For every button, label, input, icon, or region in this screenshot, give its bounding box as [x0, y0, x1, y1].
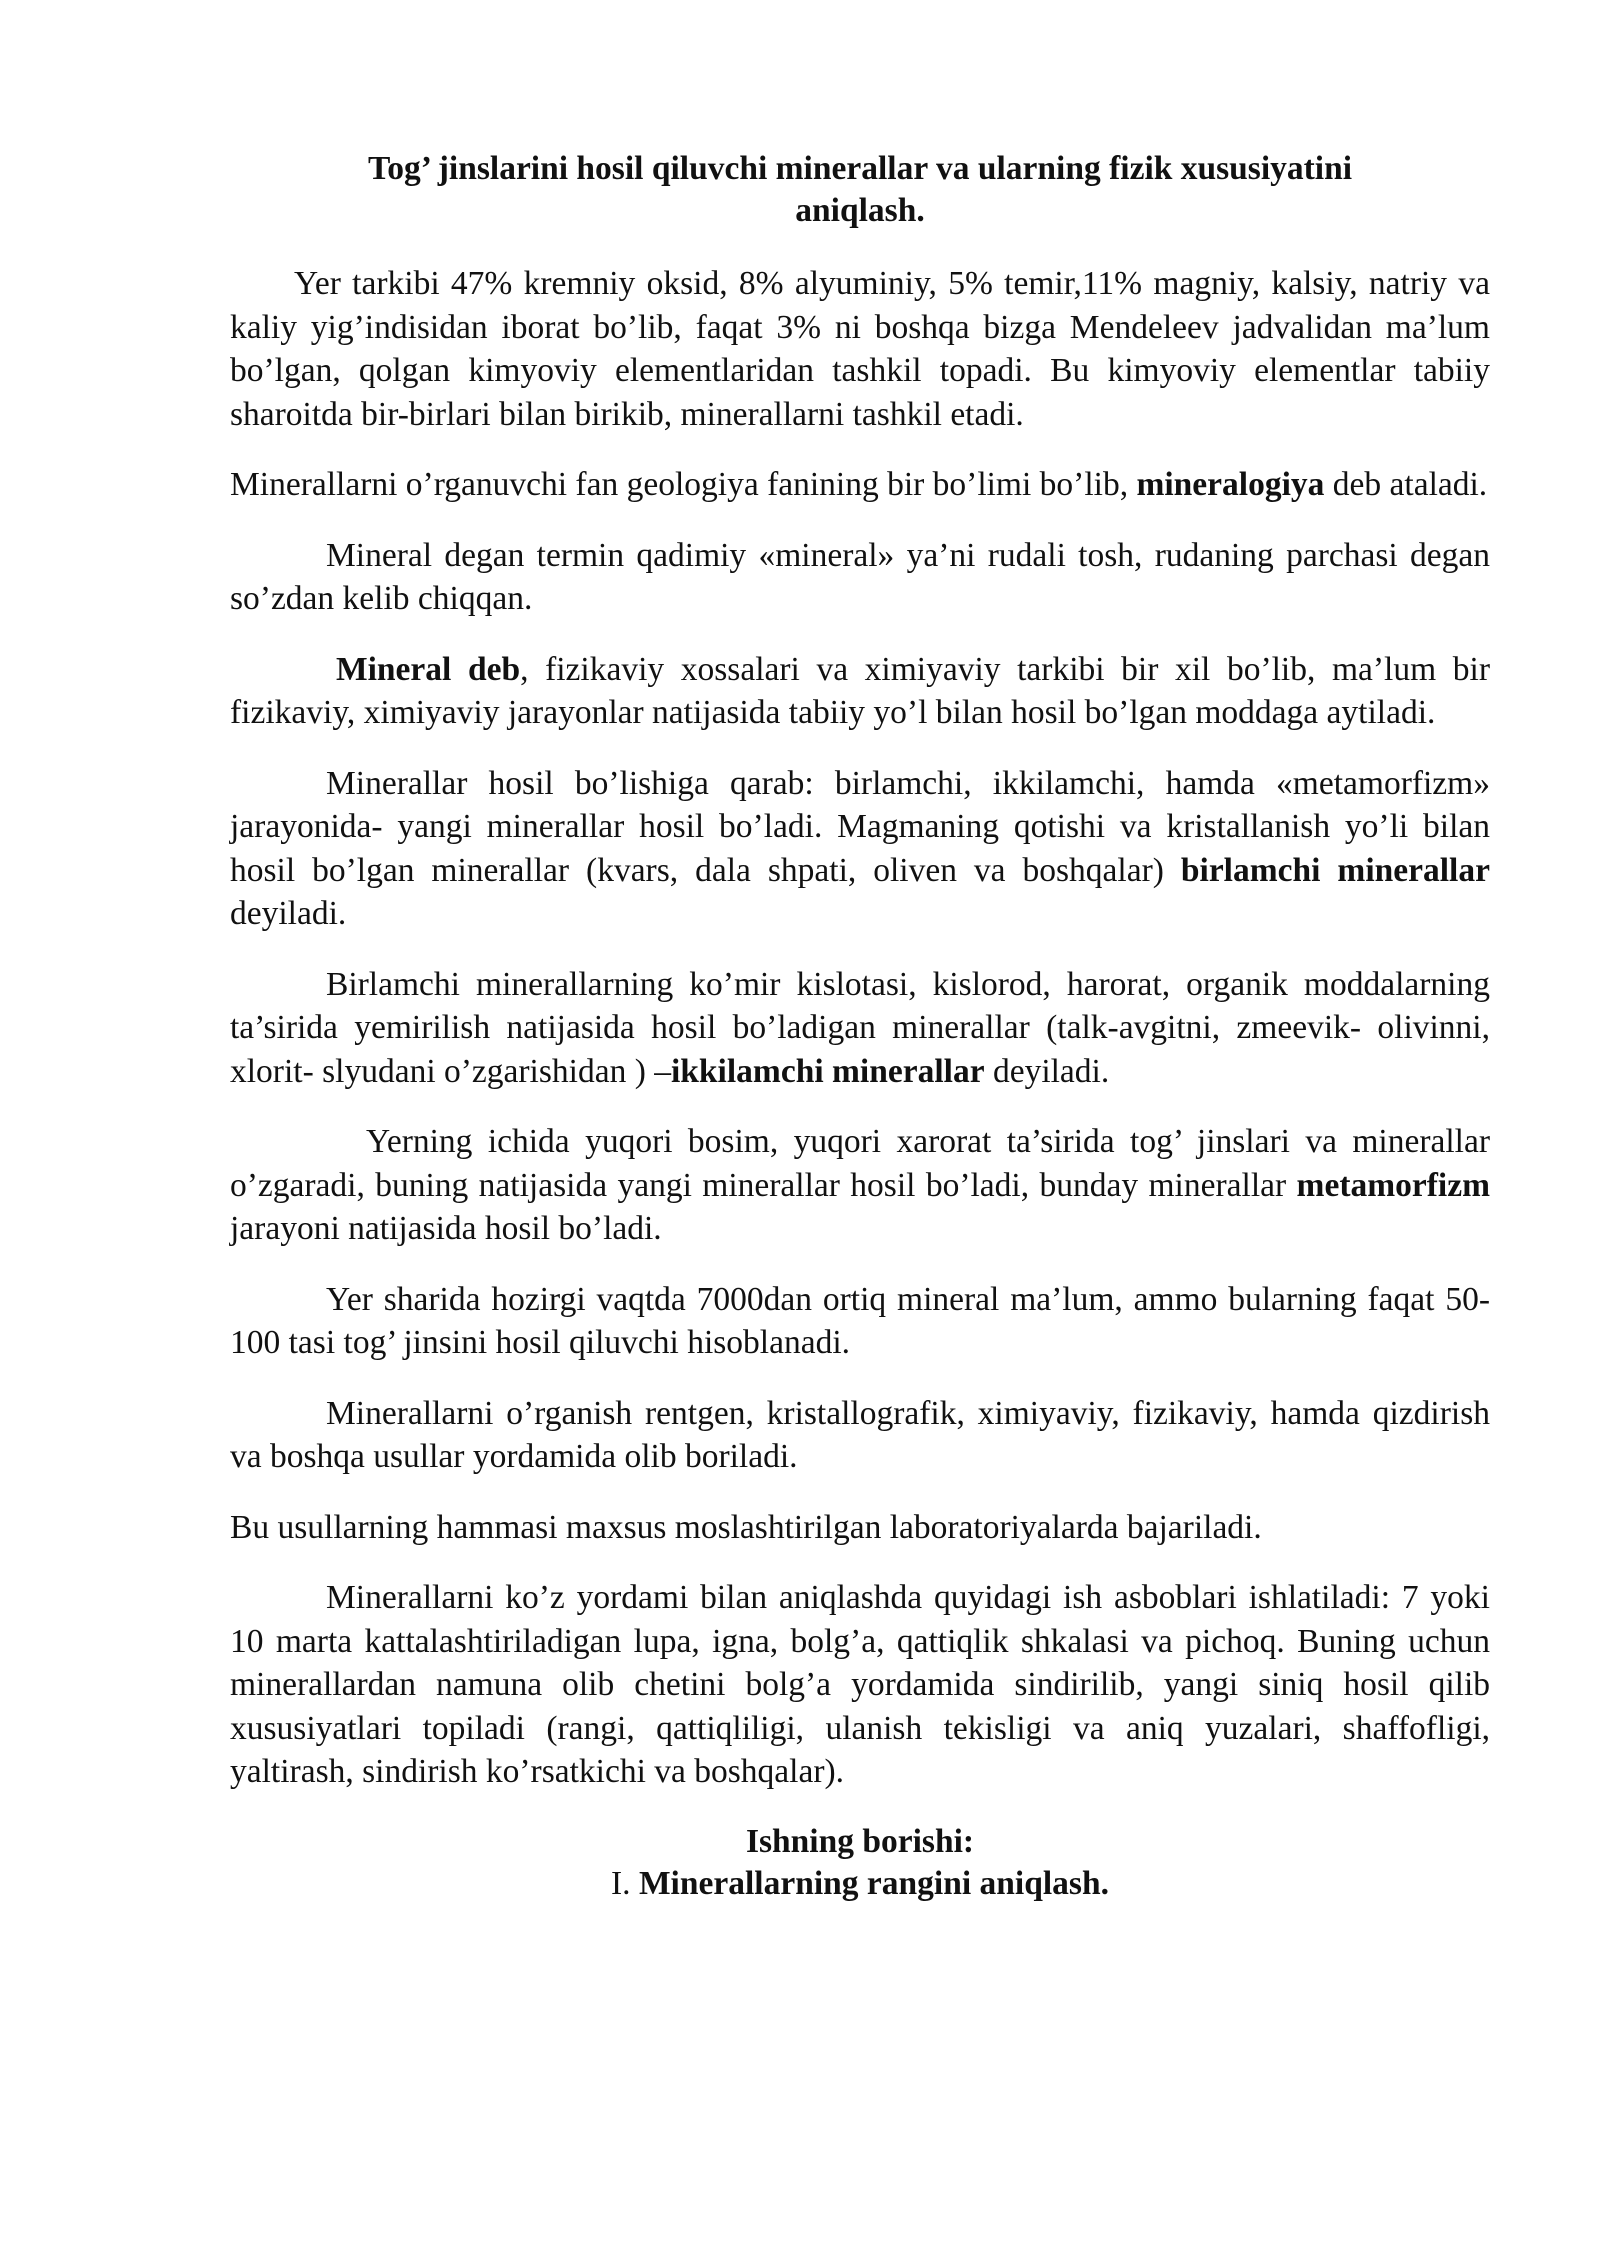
section-heading: Ishning borishi:: [745, 1822, 975, 1860]
title-line-2: aniqlash.: [795, 192, 925, 229]
document-page: [230, 148, 1490, 1905]
paragraph-text: jarayoni natijasida hosil bo’ladi.: [230, 1210, 662, 1247]
title-line-1: Tog’ jinslarini hosil qiluvchi minerallar va ularning fizik xususiyatini: [367, 150, 1353, 187]
bold-term-mineral-deb: Mineral deb: [336, 650, 521, 688]
paragraph-text: deyiladi.: [984, 1052, 1110, 1090]
paragraph-earth-composition: Yer tarkibi 47% kremniy oksid, 8% alyuminiy, 5% temir,11% magniy, kalsiy, natriy va kaliy yig’indisidan iborat bo’lib, faqat 3% ni boshqa bizga Mendeleev jadvalidan ma’lum bo’lgan, qolgan kimyoviy elementlaridan tashkil topadi. Bu kimyoviy elementlar tabiiy sharoitda bir-birlari bilan birikib, minerallarni tashkil etadi.: [230, 265, 1490, 433]
paragraph-term-origin: Mineral degan termin qadimiy «mineral» ya’ni rudali tosh, rudaning parchasi degan so’zdan kelib chiqqan.: [230, 536, 1490, 617]
subsection-heading: [230, 1863, 1490, 1905]
subsection-title: Minerallarning rangini aniqlash.: [638, 1864, 1109, 1902]
procedure-heading-block: [230, 1821, 1490, 1905]
paragraph-metamorphic-minerals: [230, 1120, 1490, 1251]
paragraph-text: , fizikaviy xossalari va ximiyaviy tarkibi bir xil bo’lib, ma’lum bir fizikaviy, ximiyaviy jarayonlar natijasida tabiiy yo’l bilan hosil bo’lgan moddaga aytiladi.: [230, 650, 1490, 731]
paragraph-mineral-count: Yer sharida hozirgi vaqtda 7000dan ortiq mineral ma’lum, ammo bularning faqat 50-100 tasi tog’ jinsini hosil qiluvchi hisoblanadi.: [230, 1280, 1490, 1361]
bold-term-birlamchi: birlamchi minerallar: [1180, 851, 1490, 889]
paragraph-mineral-definition: [230, 648, 1490, 735]
paragraph-secondary-minerals: [230, 963, 1490, 1094]
paragraph-tools: Minerallarni ko’z yordami bilan aniqlashda quyidagi ish asboblari ishlatiladi: 7 yoki 10 marta kattalashtiriladigan lupa, igna, bolg’a, qattiqlik shkalasi va pichoq. Buning uchun minerallardan namuna olib chetini bolg’a yordamida sindirilib, yangi siniq hosil qilib xususiyatlari topiladi (rangi, qattiqliligi, ulanish tekisligi va aniq yuzalari, shaffofligi, yaltirash, sindirish ko’rsatkichi va boshqalar).: [230, 1579, 1490, 1790]
paragraph-mineralogy: [230, 463, 1490, 507]
paragraph-text: deb ataladi.: [1324, 466, 1488, 503]
bold-term-metamorfizm: metamorfizm: [1296, 1166, 1490, 1204]
paragraph-primary-minerals: [230, 762, 1490, 936]
paragraph-text: Yerning ichida yuqori bosim, yuqori xarorat ta’sirida tog’ jinslari va minerallar o’zgaradi, buning natijasida yangi minerallar hosil bo’ladi, bunday minerallar: [230, 1123, 1490, 1204]
paragraph-text: Birlamchi minerallarning ko’mir kislotasi, kislorod, harorat, organik moddalarning ta’sirida yemirilish natijasida hosil bo’ladigan minerallar (talk-avgitni, zmeevik- olivinni, xlorit- slyudani o’zgarishidan ) –: [230, 965, 1490, 1090]
bold-term-mineralogiya: mineralogiya: [1136, 466, 1325, 503]
bold-term-ikkilamchi: ikkilamchi minerallar: [670, 1052, 985, 1090]
document-title: [270, 148, 1450, 232]
paragraph-text: Minerallarni o’rganuvchi fan geologiya fanining bir bo’limi bo’lib,: [230, 466, 1137, 503]
subsection-number: I.: [611, 1864, 639, 1902]
paragraph-laboratories: Bu usullarning hammasi maxsus moslashtirilgan laboratoriyalarda bajariladi.: [230, 1508, 1262, 1546]
paragraph-text: deyiladi.: [230, 895, 347, 932]
paragraph-text: Minerallar hosil bo’lishiga qarab: birlamchi, ikkilamchi, hamda «metamorfizm» jarayonida- yangi minerallar hosil bo’ladi. Magmaning qotishi va kristallanish yo’li bilan hosil bo’lgan minerallar (kvars, dala shpati, oliven va boshqalar): [230, 764, 1490, 889]
paragraph-study-methods: Minerallarni o’rganish rentgen, kristallografik, ximiyaviy, fizikaviy, hamda qizdirish va boshqa usullar yordamida olib boriladi.: [230, 1394, 1490, 1475]
